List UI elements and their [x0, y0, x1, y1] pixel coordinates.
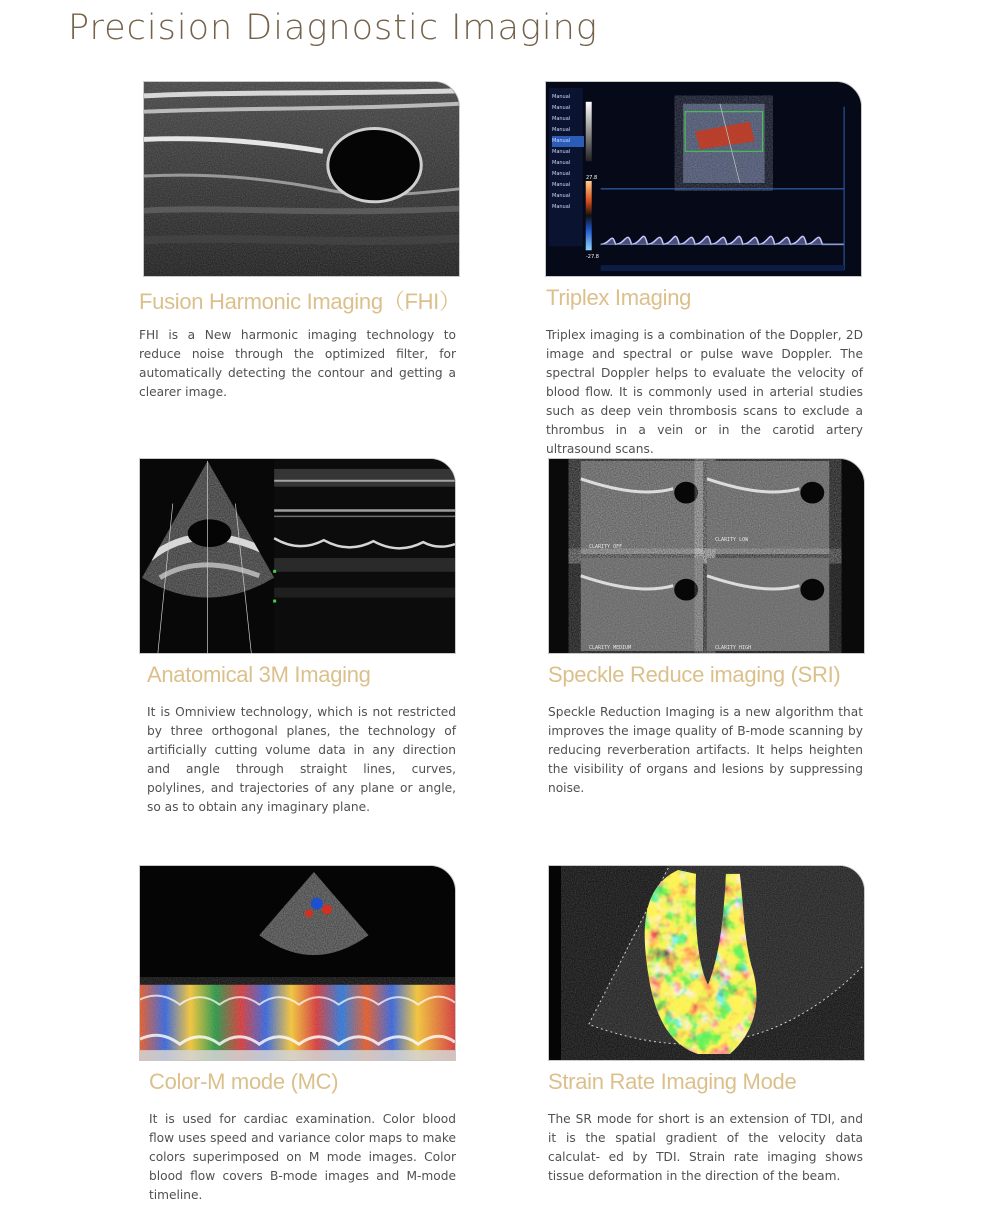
triplex-menu: [552, 92, 584, 213]
feature-title: Anatomical 3M Imaging: [147, 662, 371, 687]
page-title: Precision Diagnostic Imaging: [68, 8, 598, 48]
feature-description: FHI is a New harmonic imaging technology to reduce noise through the optimized filter, for automatically detecting the contour and getting a clearer image.: [139, 328, 456, 399]
feature-description: It is Omniview technology, which is not restricted by three orthogonal planes, the technology of artificially cutting volume data in any direction and angle through straight lines, curves, polylines, and trajectories of any plane or angle, so as to obtain any imaginary plane.: [147, 705, 456, 814]
sri-image: [548, 458, 865, 654]
anatomical-3m-image: [139, 458, 456, 654]
feature-title: Triplex Imaging: [546, 285, 692, 310]
triplex-image: [545, 81, 862, 277]
feature-description: It is used for cardiac examination. Color blood flow uses speed and variance color maps to make colors superimposed on M mode images. Color blood flow covers B-mode images and M-mode timeline.: [149, 1112, 456, 1202]
menu-item[interactable]: Manual: [552, 149, 571, 155]
panel-label: CLARITY OFF: [589, 544, 623, 550]
feature-title: Fusion Harmonic Imaging（FHI）: [139, 289, 461, 314]
menu-item[interactable]: Manual: [552, 116, 571, 122]
feature-description: Triplex imaging is a combination of the Doppler, 2D image and spectral or pulse wave Doppler. The spectral Doppler helps to evaluate the velocity of blood flow. It is commonly used in arterial studies such as deep vein thrombosis scans to exclude a thrombus in a vein or in the carotid artery ultrasound scans.: [546, 328, 863, 456]
panel-label: CLARITY HIGH: [715, 645, 752, 651]
feature-title: Color-M mode (MC): [149, 1069, 339, 1094]
feature-description: The SR mode for short is an extension of TDI, and it is the spatial gradient of the velocity data calculat- ed by TDI. Strain rate imaging shows tissue deformation in the direction of the beam.: [548, 1112, 863, 1183]
menu-item[interactable]: Manual: [552, 193, 571, 199]
strain-rate-image: [548, 865, 865, 1061]
color-m-image: [139, 865, 456, 1061]
menu-item[interactable]: Manual: [552, 171, 571, 177]
menu-item[interactable]: Manual: [552, 160, 571, 166]
feature-description: Speckle Reduction Imaging is a new algorithm that improves the image quality of B-mode scanning by reducing reverberation artifacts. It helps heighten the visibility of organs and lesions by suppressing noise.: [548, 705, 863, 795]
fhi-image: [143, 81, 460, 277]
feature-title: Strain Rate Imaging Mode: [548, 1069, 797, 1094]
menu-item[interactable]: Manual: [552, 127, 571, 133]
menu-item[interactable]: Manual: [552, 136, 584, 147]
feature-title: Speckle Reduce imaging (SRI): [548, 662, 841, 687]
panel-label: CLARITY MEDIUM: [589, 645, 632, 651]
scale-top-label: 27.8: [586, 175, 598, 181]
scale-bottom-label: -27.8: [586, 254, 599, 260]
menu-item[interactable]: Manual: [552, 94, 571, 100]
panel-label: CLARITY LOW: [715, 537, 749, 543]
menu-item[interactable]: Manual: [552, 204, 571, 210]
menu-item[interactable]: Manual: [552, 105, 571, 111]
menu-item[interactable]: Manual: [552, 182, 571, 188]
